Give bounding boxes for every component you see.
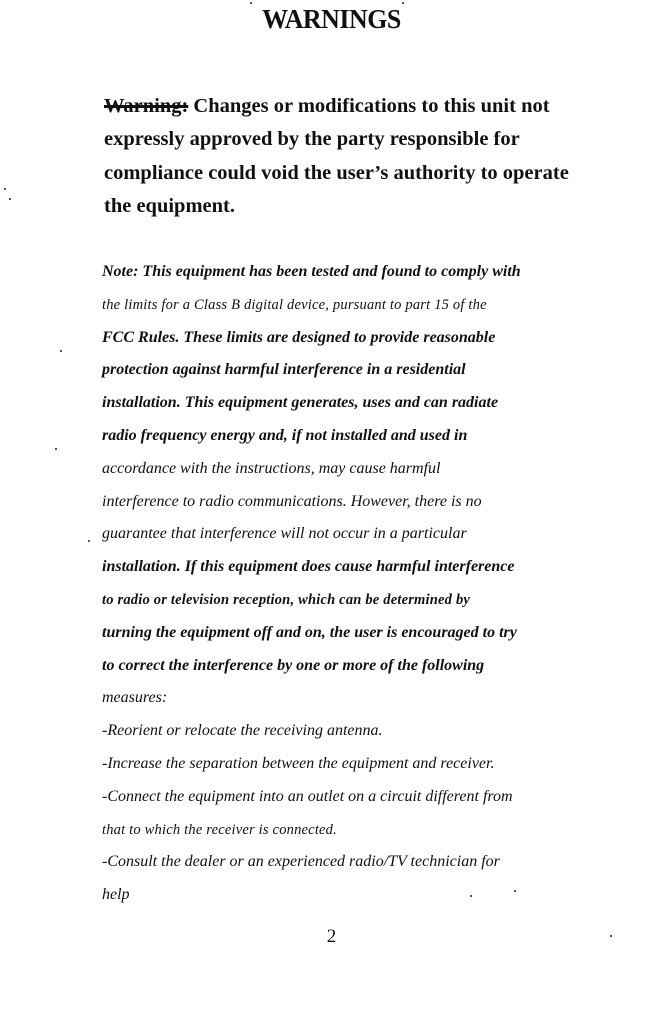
scan-speck bbox=[4, 188, 6, 190]
note-line: measures: bbox=[102, 689, 168, 707]
note-line: to correct the interference by one or more of the following bbox=[102, 656, 485, 674]
page-title: WARNINGS bbox=[262, 4, 401, 34]
scan-speck bbox=[250, 2, 252, 4]
scan-speck bbox=[514, 890, 516, 892]
fcc-note bbox=[102, 256, 582, 912]
warning-lead: Warning: bbox=[104, 95, 189, 117]
page-number: 2 bbox=[326, 926, 337, 947]
scan-speck bbox=[55, 448, 57, 450]
warning-line bbox=[104, 90, 584, 123]
note-line: help bbox=[102, 886, 130, 904]
warning-line: expressly approved by the party responsible for bbox=[104, 128, 520, 151]
warning-line: compliance could void the user’s authority to operate bbox=[104, 161, 569, 184]
scan-speck bbox=[470, 895, 472, 897]
note-line: guarantee that interference will not occur in a particular bbox=[102, 525, 467, 543]
note-line: FCC Rules. These limits are designed to provide reasonable bbox=[102, 328, 496, 346]
note-line: protection against harmful interference in a residential bbox=[102, 361, 466, 379]
note-line: that to which the receiver is connected. bbox=[102, 821, 337, 838]
warning-line: the equipment. bbox=[104, 194, 235, 217]
scan-speck bbox=[88, 540, 90, 542]
scan-speck bbox=[60, 350, 62, 352]
note-line: interference to radio communications. However, there is no bbox=[102, 492, 482, 510]
note-line: installation. This equipment generates, uses and can radiate bbox=[102, 394, 499, 412]
note-line: installation. If this equipment does cause harmful interference bbox=[102, 558, 515, 576]
note-line: turning the equipment off and on, the user is encouraged to try bbox=[102, 623, 517, 641]
note-line: the limits for a Class B digital device, pursuant to part 15 of the bbox=[102, 296, 487, 313]
note-line: accordance with the instructions, may cause harmful bbox=[102, 459, 441, 477]
note-line: Note: This equipment has been tested and found to comply with bbox=[102, 263, 521, 280]
scan-speck bbox=[9, 198, 11, 200]
note-line: to radio or television reception, which can be determined by bbox=[102, 591, 471, 608]
scan-speck bbox=[610, 935, 612, 937]
note-line: -Connect the equipment into an outlet on a circuit different from bbox=[102, 787, 513, 805]
note-line: -Consult the dealer or an experienced radio/TV technician for bbox=[102, 853, 500, 871]
warning-line-text: Changes or modifications to this unit not bbox=[193, 95, 550, 117]
note-line: radio frequency energy and, if not installed and used in bbox=[102, 426, 468, 444]
note-line: -Reorient or relocate the receiving antenna. bbox=[102, 722, 383, 740]
note-line: -Increase the separation between the equipment and receiver. bbox=[102, 754, 495, 772]
warning-paragraph bbox=[104, 90, 584, 223]
scan-speck bbox=[402, 2, 404, 4]
